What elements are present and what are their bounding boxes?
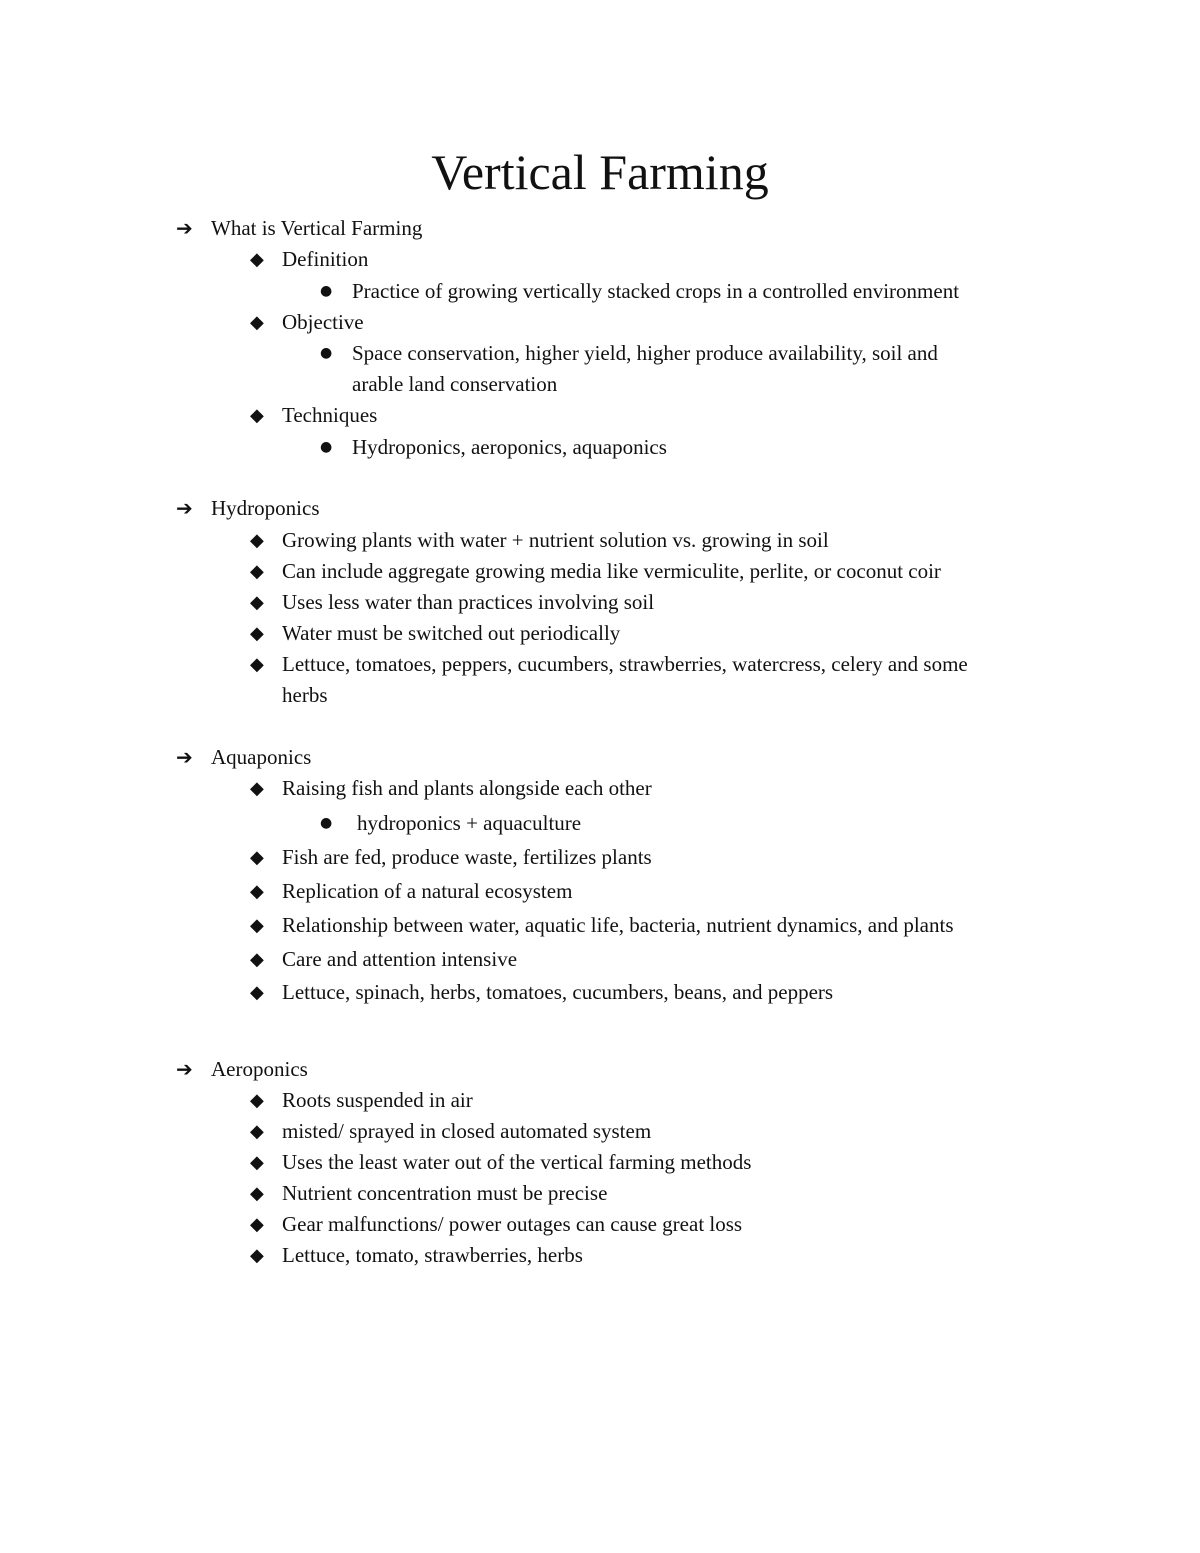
diamond-icon: ◆ bbox=[250, 1183, 264, 1204]
diamond-icon: ◆ bbox=[250, 654, 264, 675]
diamond-icon: ◆ bbox=[250, 881, 264, 902]
bullet-dot-icon: ● bbox=[320, 815, 333, 831]
diamond-icon: ◆ bbox=[250, 249, 264, 270]
diamond-icon: ◆ bbox=[250, 847, 264, 868]
diamond-icon: ◆ bbox=[250, 1121, 264, 1142]
diamond-icon: ◆ bbox=[250, 949, 264, 970]
diamond-icon: ◆ bbox=[250, 623, 264, 644]
arrow-icon: ➔ bbox=[176, 496, 193, 520]
diamond-icon: ◆ bbox=[250, 405, 264, 426]
bullet-dot-icon: ● bbox=[320, 345, 333, 361]
arrow-icon: ➔ bbox=[176, 1057, 193, 1081]
diamond-icon: ◆ bbox=[250, 592, 264, 613]
bullet-dot-icon: ● bbox=[320, 439, 333, 455]
diamond-icon: ◆ bbox=[250, 561, 264, 582]
diamond-icon: ◆ bbox=[250, 778, 264, 799]
document-page: Vertical Farming ➔ What is Vertical Farming ◆ Definition ● Practice of growing vertically stacked crops in a controlled environment ◆ Objective ● Space conservation, higher yield, higher produce availability, soil and arable land conservation ◆ Techniques ● Hydroponics, aeroponics, aquaponics ➔ Hydroponics ◆ Growing plants with water + nutrient solution vs. growing in soil ◆ Can include aggregate growing media like vermiculite, perlite, or coconut coir ◆ Uses less water than practices involving soil ◆ Water must be switched out periodically ◆ Lettuce, tomatoes, peppers, cucumbers, strawberries, watercress, celery and some herbs ➔ Aquaponics ◆ Raising fish and plants alongside each other ● hydroponics + aquaculture ◆ Fish are fed, produce waste, fertilizes plants ◆ Replication of a natural ecosystem ◆ Relationship between water, aquatic life, bacteria, nutrient dynamics, and plants ◆ Care and attention intensive ◆ Lettuce, spinach, herbs, tomatoes, cucumbers, beans, and peppers ➔ Aeroponics ◆ Roots suspended in air ◆ misted/ sprayed in closed automated system ◆ Uses the least water out of the vertical farming methods ◆ Nutrient concentration must be precise ◆ Gear malfunctions/ power outages can cause great loss ◆ Lettuce, tomato, strawberries, herbs bbox=[0, 0, 1200, 1553]
diamond-icon: ◆ bbox=[250, 982, 264, 1003]
diamond-icon: ◆ bbox=[250, 915, 264, 936]
diamond-icon: ◆ bbox=[250, 1245, 264, 1266]
diamond-icon: ◆ bbox=[250, 312, 264, 333]
arrow-icon: ➔ bbox=[176, 216, 193, 240]
diamond-icon: ◆ bbox=[250, 1214, 264, 1235]
arrow-icon: ➔ bbox=[176, 745, 193, 769]
page-title: Vertical Farming bbox=[431, 144, 769, 200]
diamond-icon: ◆ bbox=[250, 530, 264, 551]
bullet-dot-icon: ● bbox=[320, 283, 333, 299]
diamond-icon: ◆ bbox=[250, 1090, 264, 1111]
diamond-icon: ◆ bbox=[250, 1152, 264, 1173]
